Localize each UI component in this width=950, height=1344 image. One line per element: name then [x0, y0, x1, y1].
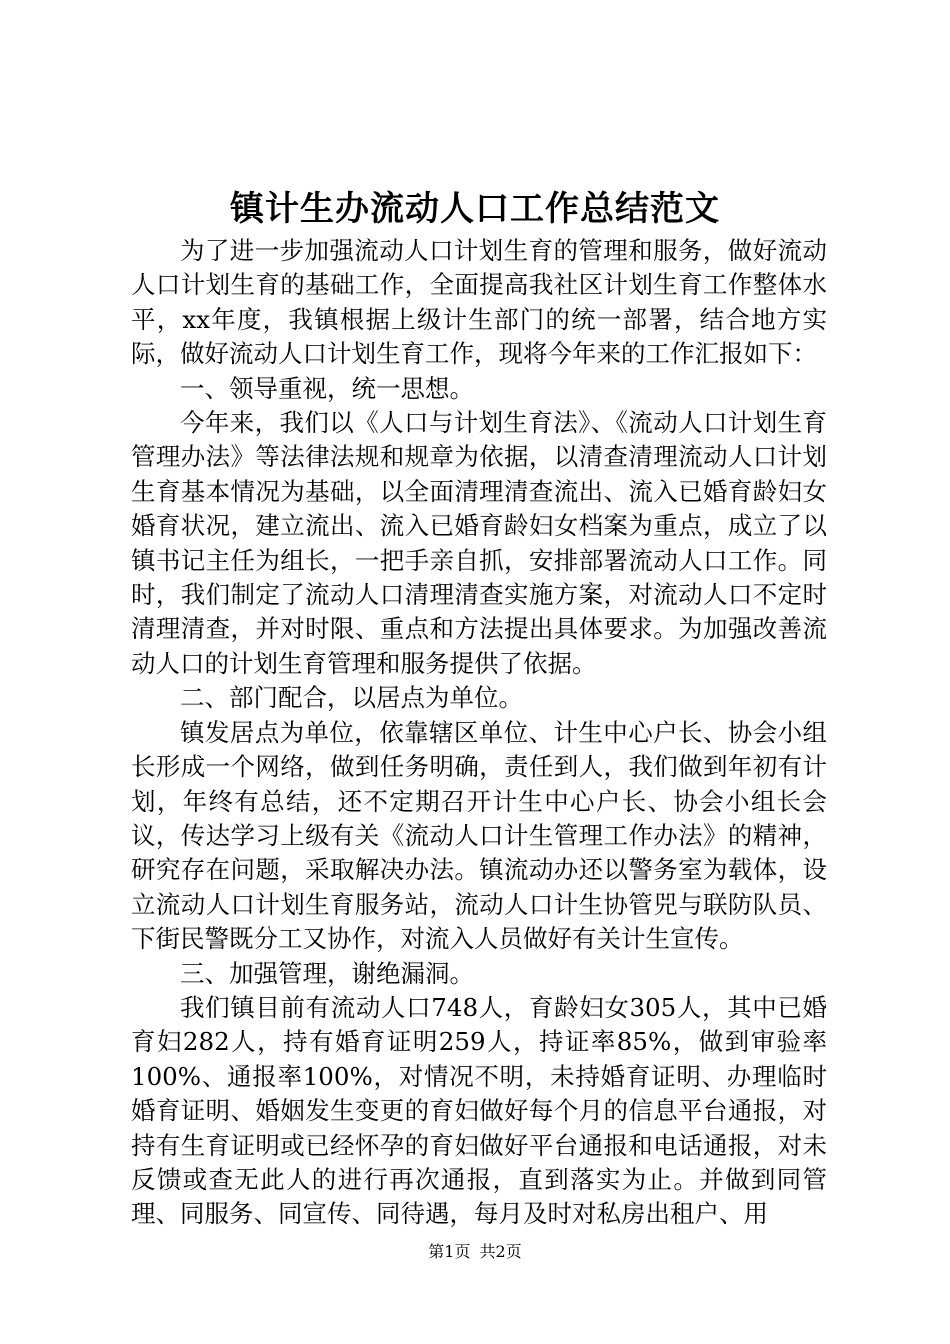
section-heading-3: 三、加强管理，谢绝漏洞。 — [180, 958, 474, 988]
section-heading-2: 二、部门配合，以居点为单位。 — [180, 683, 523, 713]
section-heading-1: 一、领导重视，统一思想。 — [180, 373, 474, 403]
paragraph-section-3: 我们镇目前有流动人口748人，育龄妇女305人，其中已婚育妇282人，持有婚育证明259人，持证率85%，做到审验率100%、通报率100%，对情况不明，未持婚育证明、办理临时婚育证明、婚姻发生变更的育妇做好每个月的信息平台通报，对持有生育证明或已经怀孕的育妇做好平台通报和电话通报，对未反馈或查无此人的进行再次通报，直到落实为止。并做到同管理、同服务、同宣传、同待遇，每月及时对私房出租户、用 — [131, 992, 827, 1229]
page-number: 第1页 — [428, 1242, 471, 1261]
document-body — [131, 234, 827, 1232]
page-total: 共2页 — [479, 1242, 522, 1261]
paragraph-intro: 为了进一步加强流动人口计划生育的管理和服务，做好流动人口计划生育的基础工作，全面提高我社区计划生育工作整体水平，xx年度，我镇根据上级计生部门的统一部署，结合地方实际，做好流动人口计划生育工作，现将今年来的工作汇报如下： — [131, 236, 827, 369]
document-title: 镇计生办流动人口工作总结范文 — [230, 189, 720, 229]
paragraph-section-1: 今年来，我们以《人口与计划生育法》、《流动人口计划生育管理办法》等法律法规和规章为依据，以清查清理流动人口计划生育基本情况为基础，以全面清理清查流出、流入已婚育龄妇女婚育状况，建立流出、流入已婚育龄妇女档案为重点，成立了以镇书记主任为组长，一把手亲自抓，安排部署流动人口工作。同时，我们制定了流动人口清理清查实施方案，对流动人口不定时清理清查，并对时限、重点和方法提出具体要求。为加强改善流动人口的计划生育管理和服务提供了依据。 — [131, 408, 827, 678]
paragraph-section-2: 镇发居点为单位，依靠辖区单位、计生中心户长、协会小组长形成一个网络，做到任务明确，责任到人，我们做到年初有计划，年终有总结，还不定期召开计生中心户长、协会小组长会议，传达学习上级有关《流动人口计生管理工作办法》的精神，研究存在问题，采取解决办法。镇流动办还以警务室为载体，设立流动人口计划生育服务站，流动人口计生协管兕与联防队员、下街民警既分工又协作，对流入人员做好有关计生宣传。 — [131, 717, 827, 954]
page-footer — [0, 1242, 950, 1262]
